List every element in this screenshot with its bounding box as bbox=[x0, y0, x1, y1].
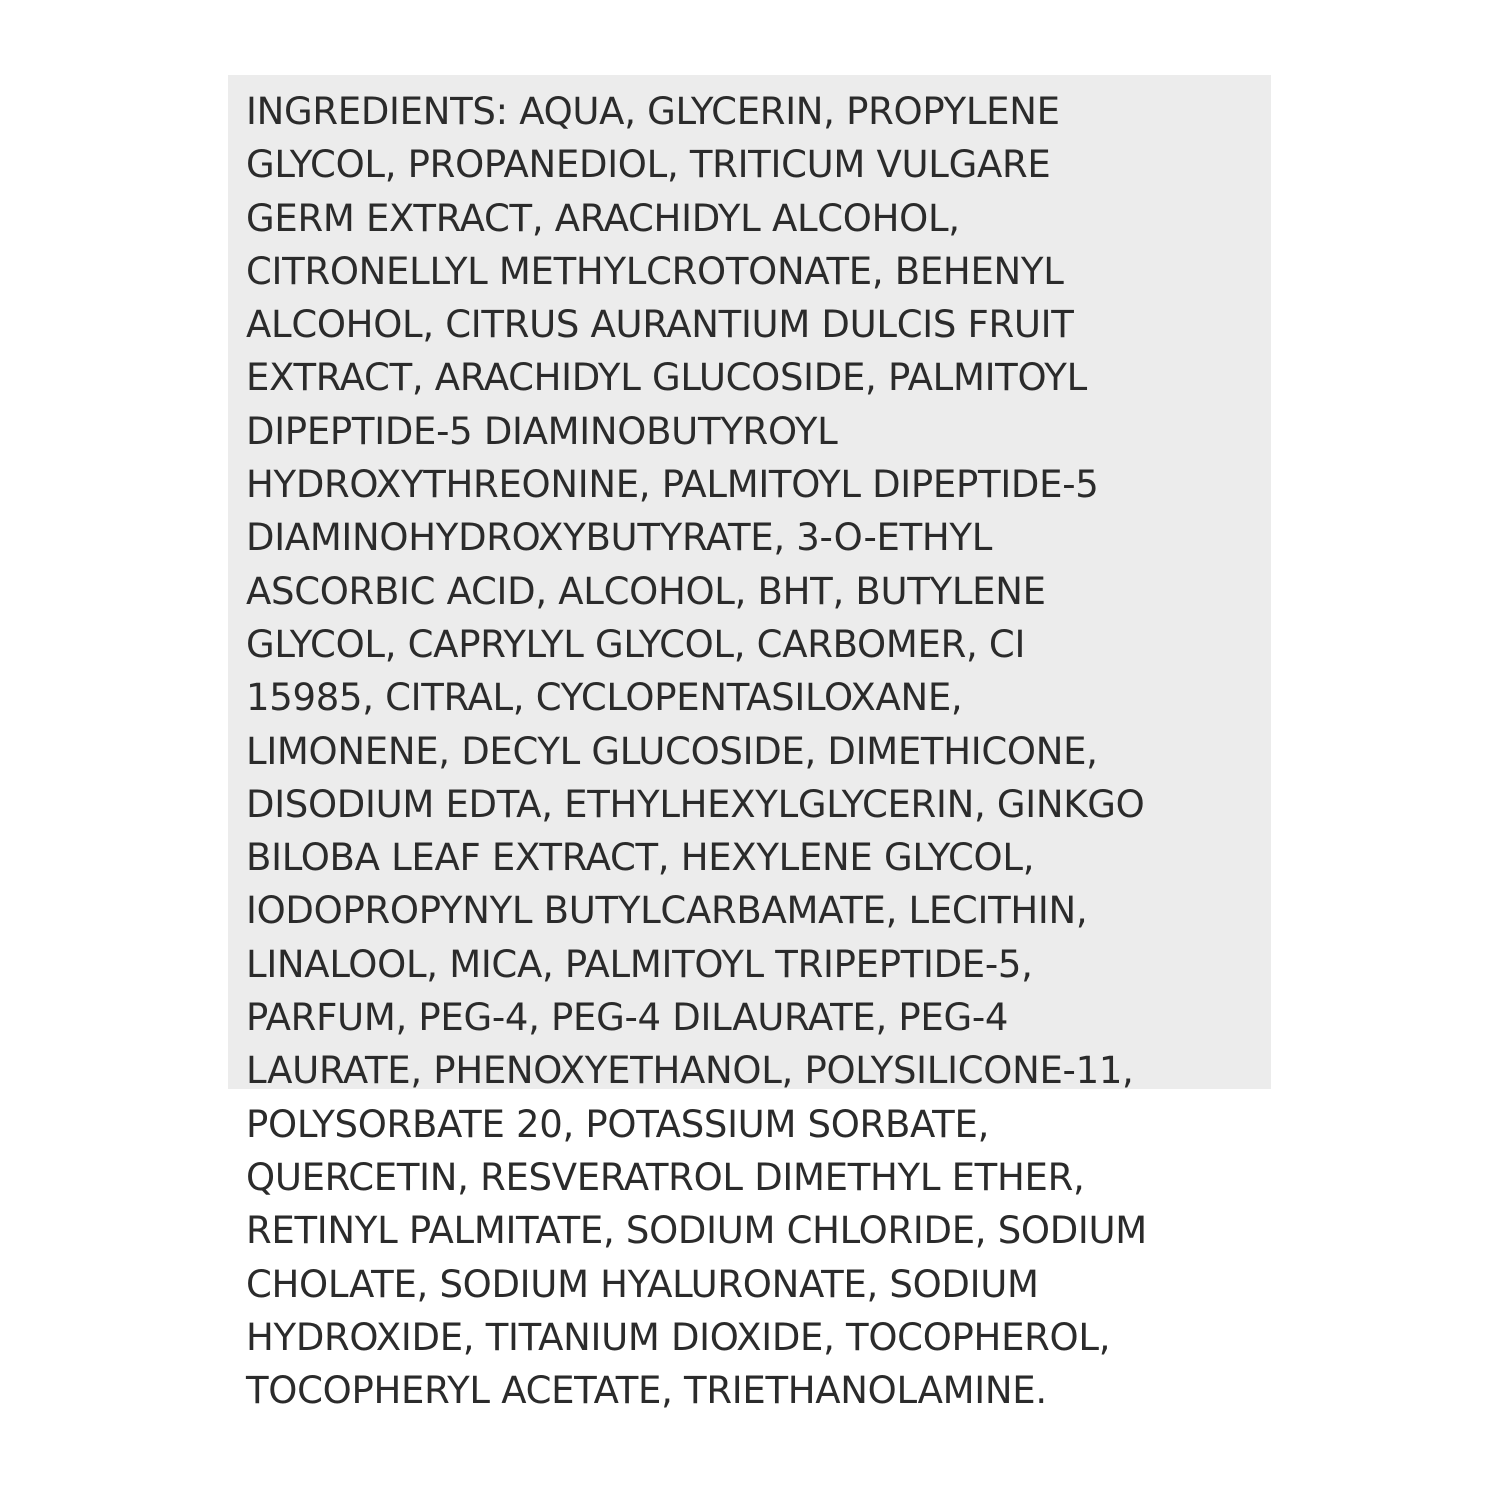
ingredients-line: INGREDIENTS: AQUA, GLYCERIN, PROPYLENE bbox=[246, 90, 1060, 133]
ingredients-line: DISODIUM EDTA, ETHYLHEXYLGLYCERIN, GINKGO bbox=[246, 782, 1145, 826]
ingredients-line: POLYSORBATE 20, POTASSIUM SORBATE, bbox=[246, 1102, 990, 1146]
ingredients-line: GLYCOL, PROPANEDIOL, TRITICUM VULGARE bbox=[246, 143, 1051, 187]
ingredients-line: DIAMINOHYDROXYBUTYRATE, 3-O-ETHYL bbox=[246, 516, 993, 560]
ingredients-line: QUERCETIN, RESVERATROL DIMETHYL ETHER, bbox=[246, 1155, 1085, 1199]
ingredients-line: BILOBA LEAF EXTRACT, HEXYLENE GLYCOL, bbox=[246, 836, 1035, 880]
ingredients-line: HYDROXIDE, TITANIUM DIOXIDE, TOCOPHEROL, bbox=[246, 1315, 1111, 1359]
ingredients-line: HYDROXYTHREONINE, PALMITOYL DIPEPTIDE-5 bbox=[246, 463, 1099, 507]
ingredients-panel bbox=[228, 75, 1271, 1413]
ingredients-line: EXTRACT, ARACHIDYL GLUCOSIDE, PALMITOYL bbox=[246, 356, 1087, 400]
ingredients-line: LAURATE, PHENOXYETHANOL, POLYSILICONE-11, bbox=[246, 1049, 1134, 1093]
ingredients-text bbox=[246, 85, 1147, 1417]
ingredients-line: LIMONENE, DECYL GLUCOSIDE, DIMETHICONE, bbox=[246, 729, 1098, 773]
ingredients-line: CITRONELLYL METHYLCROTONATE, BEHENYL bbox=[246, 249, 1064, 293]
ingredients-line: CHOLATE, SODIUM HYALURONATE, SODIUM bbox=[246, 1262, 1039, 1306]
ingredients-line: TOCOPHERYL ACETATE, TRIETHANOLAMINE. bbox=[246, 1369, 1047, 1413]
ingredients-line: PARFUM, PEG-4, PEG-4 DILAURATE, PEG-4 bbox=[246, 996, 1009, 1040]
ingredients-line: GLYCOL, CAPRYLYL GLYCOL, CARBOMER, CI bbox=[246, 622, 1026, 666]
ingredients-line: ALCOHOL, CITRUS AURANTIUM DULCIS FRUIT bbox=[246, 303, 1074, 347]
ingredients-line: ASCORBIC ACID, ALCOHOL, BHT, BUTYLENE bbox=[246, 569, 1046, 613]
ingredients-line: 15985, CITRAL, CYCLOPENTASILOXANE, bbox=[246, 676, 963, 720]
ingredients-line: IODOPROPYNYL BUTYLCARBAMATE, LECITHIN, bbox=[246, 889, 1088, 933]
ingredients-line: RETINYL PALMITATE, SODIUM CHLORIDE, SODIUM bbox=[246, 1209, 1147, 1253]
ingredients-line: LINALOOL, MICA, PALMITOYL TRIPEPTIDE-5, bbox=[246, 942, 1033, 986]
ingredients-line: GERM EXTRACT, ARACHIDYL ALCOHOL, bbox=[246, 196, 960, 240]
ingredients-line: DIPEPTIDE-5 DIAMINOBUTYROYL bbox=[246, 409, 838, 453]
